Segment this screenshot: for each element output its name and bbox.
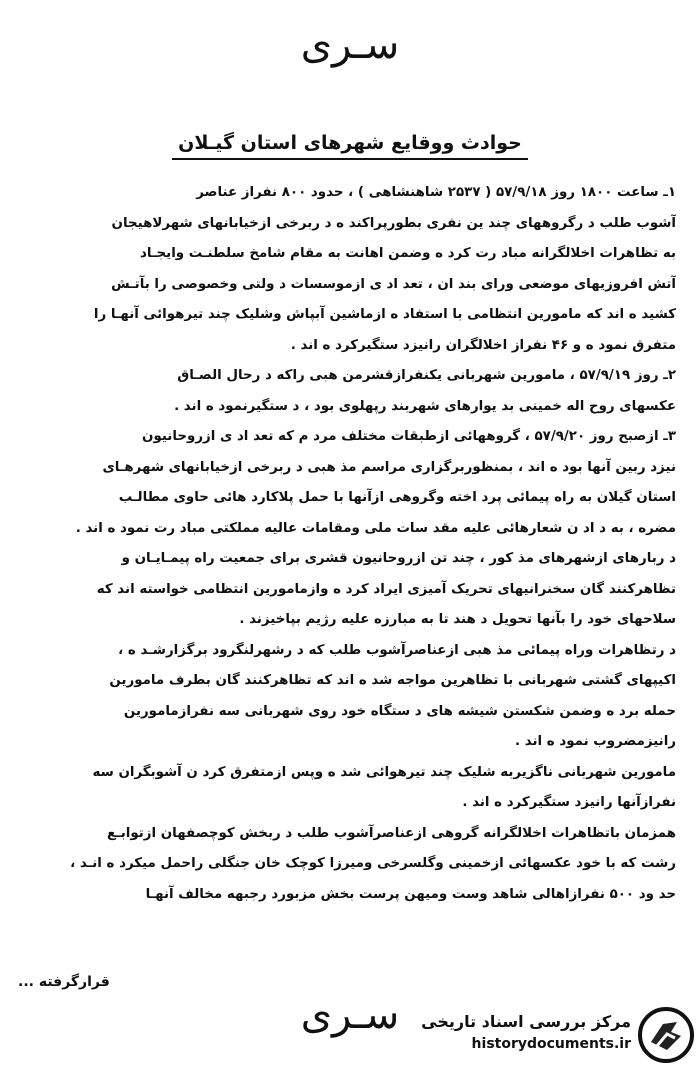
paragraph-line: د ربارهای ازشهرهای مذ کور ، چند تن ازروحانیون قشری برای جمعیت راه پیمـایـان و — [121, 551, 676, 566]
paragraph-line: متفرق نمود ه و ۴۶ نفراز اخلالگران رانیزد ستگیرکرد ه اند . — [290, 337, 676, 353]
paragraph-line: اکیپهای گشتی شهربانی با تظاهرین مواجه شد ه اند که تظاهرکنند گان بطرف مامورین — [109, 673, 676, 688]
paragraph-line: مامورین شهربانی ناگزیربه شلیک چند تیرهوائی شد ه وپس ازمتفرق کرد ن آشوبگران سه — [92, 764, 676, 780]
archive-watermark — [420, 1006, 695, 1066]
paragraph-line: ۲ـ روز ۵۷/۹/۱۹ ، مامورین شهربانی یکنفرازقشرمن هبی راکه د رحال الصـاق — [177, 368, 676, 383]
classification-header: سـری — [300, 22, 400, 68]
paragraph — [28, 178, 676, 361]
paragraph-line: نیزد ربین آنها بود ه اند ، بمنظوربرگزاری مراسم مذ هبی د ربرخی ازخیابانهای شهرهـای — [102, 459, 676, 475]
paragraph-line: کشید ه اند که مامورین انتظامی با استفاد ه ازماشین آبپاش وشلیک چند تیرهوائی آنهـا را — [93, 307, 676, 322]
paragraph-line: استان گیلان به راه پیمائی پرد اخته وگروهی ازآنها با حمل پلاکارد هائی حاوی مطالـب — [118, 490, 676, 505]
paragraph — [28, 758, 676, 819]
paragraph-line: ۱ـ ساعت ۱۸۰۰ روز ۵۷/۹/۱۸ ( ۲۵۳۷ شاهنشاهی ) ، حدود ۸۰۰ نفراز عناصر — [196, 185, 676, 200]
paragraph — [28, 422, 676, 544]
archive-logo-icon — [637, 1006, 695, 1064]
paragraph-line: د رتظاهرات وراه پیمائی مذ هبی ازعناصرآشوب طلب که د رشهرلنگرود برگزارشـد ه ، — [118, 642, 676, 658]
paragraph-line: تظاهرکنند گان سخنرانیهای تحریک آمیزی ایراد کرد ه وازمامورین انتظامی خواسته اند که — [96, 581, 676, 597]
archive-url: historydocuments.ir — [471, 1036, 631, 1052]
paragraph-line: نفرازآنها رانیزد ستگیرکرد ه اند . — [462, 795, 676, 810]
document-title-wrapper — [0, 132, 700, 160]
paragraph-line: همزمان باتظاهرات اخلالگرانه گروهی ازعناصرآشوب طلب د ربخش کوچصفهان ازتوابـع — [107, 825, 676, 841]
paragraph-line: رشت که با خود عکسهائی ازخمینی وگلسرخی ومیرزا کوچک خان جنگلی راحمل میکرد ه انـد ، — [70, 856, 676, 871]
archive-org-name: مرکز بررسی اسناد تاریخی — [421, 1012, 631, 1031]
paragraph-line: آتش افروزیهای موضعی ورای بند ان ، تعد اد ی ازموسسات د ولتی وخصوصی را بآتـش — [111, 276, 676, 292]
paragraph — [28, 636, 676, 758]
document-body — [28, 178, 676, 910]
paragraph-line: آشوب طلب د رگروههای چند ین نفری بطورپراکند ه د ربرخی ازخیابانهای شهرلاهیجان — [111, 215, 676, 231]
paragraph — [28, 819, 676, 911]
paragraph-line: حمله برد ه وضمن شکستن شیشه های د ستگاه خود روی شهربانی سه نفرازمامورین — [123, 703, 676, 719]
classification-footer: سـری — [300, 992, 400, 1038]
document-title: حوادث ووقایع شهرهای استان گیـلان — [172, 132, 528, 160]
paragraph-line: ۳ـ ازصبح روز ۵۷/۹/۲۰ ، گروههائی ازطبقات مختلف مرد م که تعد اد ی ازروحانیون — [142, 429, 676, 444]
paragraph-line: رانیزمضروب نمود ه اند . — [515, 734, 676, 749]
paragraph — [28, 361, 676, 422]
paragraph — [28, 544, 676, 636]
paragraph-line: به تظاهرات اخلالگرانه مباد رت کرد ه وضمن اهانت به مقام شامخ سلطنـت وایجـاد — [140, 246, 676, 261]
paragraph-line: سلاحهای خود را بآنها تحویل د هند تا به مبارزه علیه رژیم بپاخیزند . — [239, 612, 676, 627]
paragraph-line: مضره ، به د اد ن شعارهائی علیه مقد سات ملی ومقامات عالیه مملکتی مباد رت نمود ه اند . — [75, 520, 676, 536]
closing-line: قرارگرفته ... — [18, 974, 110, 990]
paragraph-line: عکسهای روح اله خمینی بد یوارهای شهربند رپهلوی بود ، د ستگیرنمود ه اند . — [174, 398, 676, 414]
paragraph-line: حد ود ۵۰۰ نفرازاهالی شاهد وست ومیهن پرست بخش مزبورد رجبهه مخالف آنهـا — [145, 886, 676, 902]
